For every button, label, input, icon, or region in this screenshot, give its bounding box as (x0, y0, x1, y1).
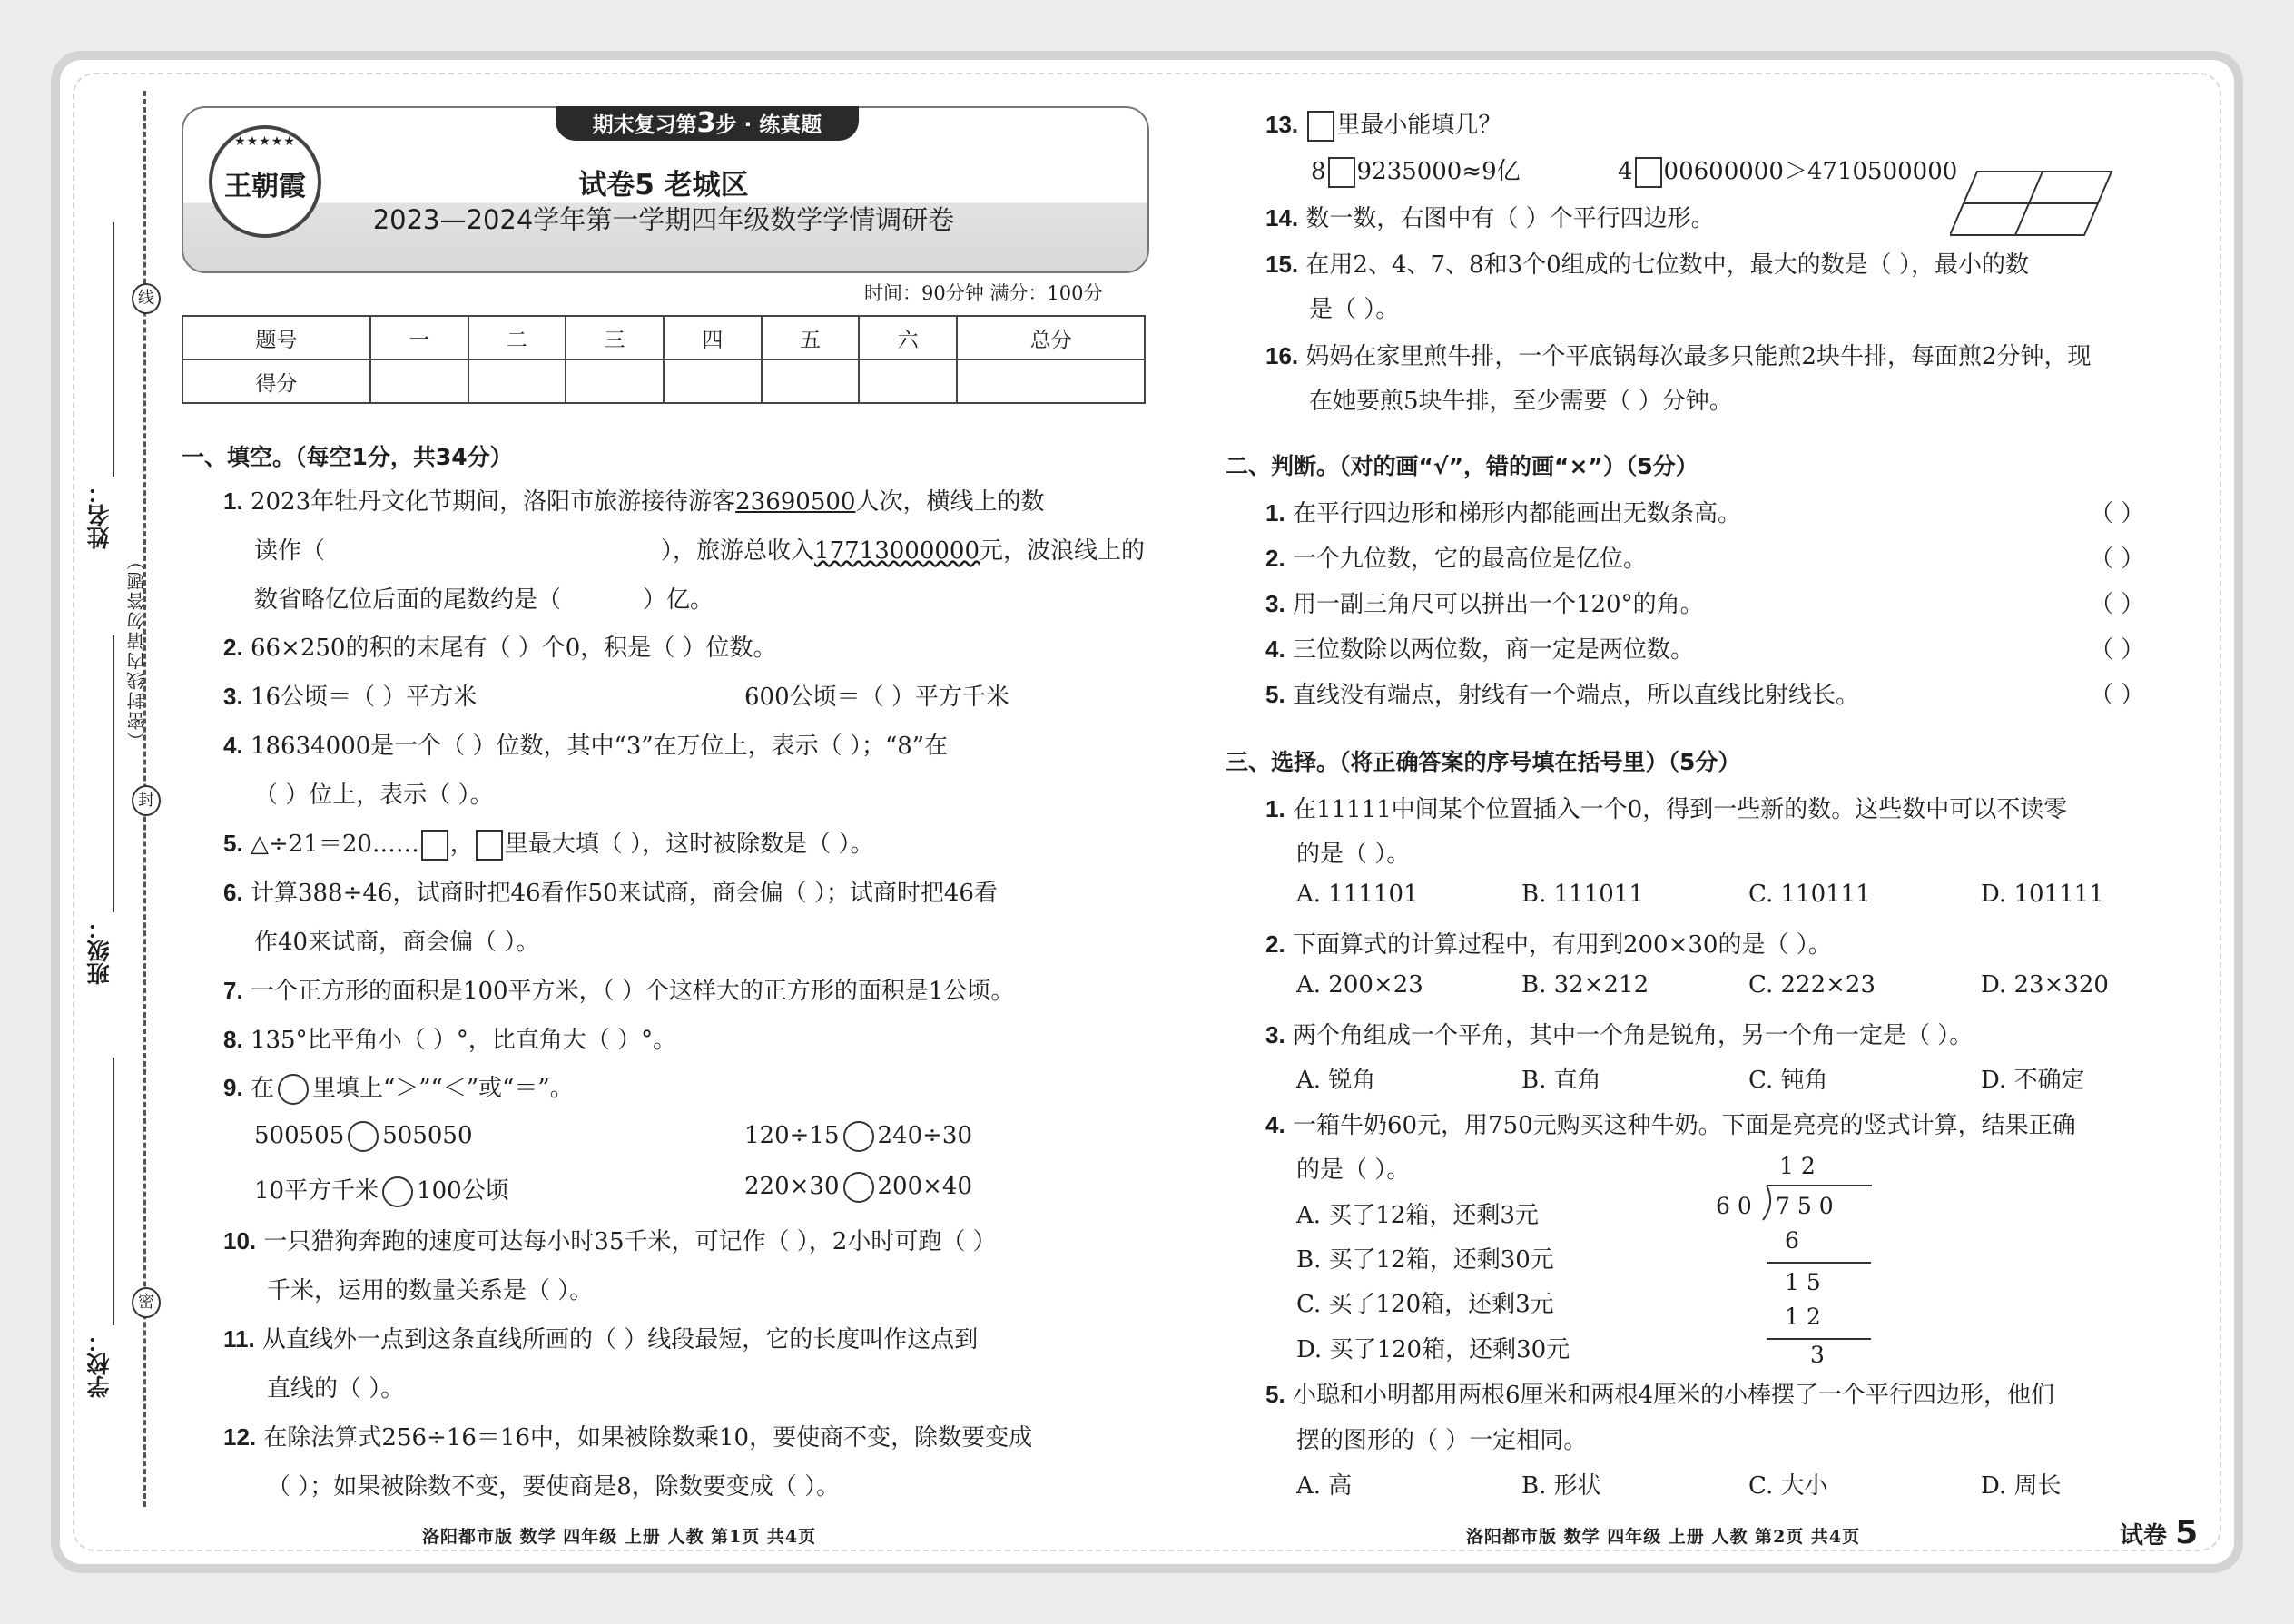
q8: 8. 135°比平角小（ ）°，比直角大（ ）°。 (223, 1026, 677, 1054)
judge-item: 2. 一个九位数，它的最高位是亿位。 (1265, 545, 1647, 573)
q12-line1: 12. 在除法算式256÷16＝16中，如果被除数乘10，要使商不变，除数要变成 (223, 1423, 1033, 1452)
judge-item: 5. 直线没有端点，射线有一个端点，所以直线比射线长。 (1265, 681, 1859, 709)
score-cell[interactable] (859, 359, 957, 403)
q1-line2: 读作（ ），旅游总收入17713000000元，波浪线上的 (254, 537, 1146, 565)
option[interactable]: C. 钝角 (1748, 1067, 1828, 1094)
score-table (182, 315, 1146, 404)
q4-line2: （ ）位上，表示（ ）。 (254, 782, 494, 809)
q9: 9. 在 里填上“＞”“＜”或“＝”。 (223, 1069, 574, 1105)
q9-c3: 10平方千米 100公顷 (254, 1172, 509, 1207)
answer-paren[interactable]: （ ） (2090, 500, 2145, 527)
option[interactable]: C. 222×23 (1748, 971, 1876, 999)
option[interactable]: D. 周长 (1981, 1472, 2062, 1500)
footer-right: 洛阳都市版 数学 四年级 上册 人教 第2页 共4页 (1466, 1527, 1861, 1547)
mc-q4-line2: 的是（ ）。 (1296, 1156, 1411, 1184)
option[interactable]: A. 高 (1296, 1472, 1353, 1500)
square-box (476, 830, 503, 861)
option[interactable]: D. 23×320 (1981, 971, 2109, 999)
answer-paren[interactable]: （ ） (2090, 682, 2145, 709)
mc-q1-line1: 1. 在11111中间某个位置插入一个0，得到一些新的数。这些数中可以不读零 (1265, 795, 2068, 823)
class-label: 班级： (86, 917, 113, 985)
page-tag: 试卷 5 (2120, 1514, 2199, 1551)
score-header: 二 (468, 316, 566, 359)
footer-left: 洛阳都市版 数学 四年级 上册 人教 第1页 共4页 (422, 1527, 817, 1547)
line-mark: 线 (132, 283, 161, 314)
div-step1: 6 (1785, 1227, 1799, 1254)
mc-q3: 3. 两个角组成一个平角，其中一个角是锐角，另一个角一定是（ ）。 (1265, 1021, 1974, 1049)
square-box (421, 830, 448, 861)
paper-title: 试卷5 老城区 (578, 169, 749, 202)
q1-line1: 1. 2023年牡丹文化节期间，洛阳市旅游接待游客23690500人次，横线上的数 (223, 487, 1045, 516)
q6-line1: 6. 计算388÷46，试商时把46看作50来试商，商会偏（ ）；试商时把46看 (223, 879, 998, 907)
section3-title: 三、选择。（将正确答案的序号填在括号里）（5分） (1226, 749, 1741, 775)
score-cell[interactable] (566, 359, 664, 403)
div-dividend: 7 5 0 (1776, 1193, 1834, 1219)
q12-line2: （ ）；如果被除数不变，要使商是8，除数要变成（ ）。 (267, 1473, 841, 1501)
q9-c2: 120÷15 240÷30 (744, 1121, 972, 1152)
div-rule (1767, 1262, 1871, 1264)
option[interactable]: C. 买了120箱，还剩3元 (1296, 1291, 1554, 1318)
answer-paren[interactable]: （ ） (2090, 591, 2145, 618)
q15-line2: 是（ ）。 (1309, 296, 1400, 323)
school-field[interactable] (113, 1058, 114, 1325)
q7: 7. 一个正方形的面积是100平方米，（ ）个这样大的正方形的面积是1公顷。 (223, 977, 1015, 1005)
q13-b: 4 00600000＞4710500000 (1618, 153, 1957, 188)
judge-item: 1. 在平行四边形和梯形内都能画出无数条高。 (1265, 499, 1741, 527)
score-cell[interactable] (664, 359, 762, 403)
stars-icon: ★★★★★ (234, 134, 296, 149)
div-divisor: 6 0 (1716, 1193, 1752, 1219)
school-label: 学校： (86, 1330, 113, 1398)
header-tag: 期末复习第3步 · 练真题 (556, 106, 859, 141)
time-info: 时间：90分钟 满分：100分 (864, 282, 1103, 304)
score-row-label: 得分 (182, 359, 370, 403)
parallelogram-figure (1950, 170, 2113, 237)
q11-line1: 11. 从直线外一点到这条直线所画的（ ）线段最短，它的长度叫作这点到 (223, 1325, 979, 1353)
option[interactable]: D. 买了120箱，还剩30元 (1296, 1336, 1570, 1363)
judge-item: 3. 用一副三角尺可以拼出一个120°的角。 (1265, 590, 1704, 618)
name-field[interactable] (113, 222, 114, 477)
score-header: 五 (762, 316, 860, 359)
option[interactable]: A. 200×23 (1296, 971, 1423, 999)
option[interactable]: B. 买了12箱，还剩30元 (1296, 1246, 1554, 1274)
q9-c4: 220×30 200×40 (744, 1172, 972, 1203)
q6-line2: 作40来试商，商会偏（ ）。 (254, 929, 540, 956)
option[interactable]: C. 大小 (1748, 1472, 1828, 1500)
score-header: 六 (859, 316, 957, 359)
q3b: 600公顷＝（ ）平方千米 (744, 684, 1009, 711)
mc-q2: 2. 下面算式的计算过程中，有用到200×30的是（ ）。 (1265, 930, 1832, 959)
score-header: 三 (566, 316, 664, 359)
score-header: 四 (664, 316, 762, 359)
q16-line1: 16. 妈妈在家里煎牛排，一个平底锅每次最多只能煎2块牛排，每面煎2分钟，现 (1265, 342, 2092, 370)
logo-text: 王朝霞 (224, 171, 306, 202)
div-step2: 1 5 (1785, 1269, 1821, 1295)
seal-mark: 封 (132, 785, 161, 816)
q2: 2. 66×250的积的末尾有（ ）个0，积是（ ）位数。 (223, 634, 777, 662)
class-field[interactable] (113, 635, 114, 912)
score-header: 总分 (957, 316, 1145, 359)
q3: 3. 16公顷＝（ ）平方米 (223, 683, 478, 711)
compare-circle[interactable] (843, 1121, 874, 1152)
q10-line2: 千米，运用的数量关系是（ ）。 (267, 1277, 594, 1304)
score-cell[interactable] (762, 359, 860, 403)
score-header: 一 (370, 316, 468, 359)
option[interactable]: B. 111011 (1521, 881, 1644, 908)
score-cell[interactable] (370, 359, 468, 403)
option[interactable]: A. 锐角 (1296, 1067, 1376, 1094)
div-step3: 1 2 (1785, 1304, 1821, 1330)
answer-paren[interactable]: （ ） (2090, 636, 2145, 664)
mc-q4-line1: 4. 一箱牛奶60元，用750元购买这种牛奶。下面是亮亮的竖式计算，结果正确 (1265, 1111, 2076, 1139)
q15-line1: 15. 在用2、4、7、8和3个0组成的七位数中，最大的数是（ ），最小的数 (1265, 251, 2029, 279)
score-cell[interactable] (957, 359, 1145, 403)
digit-box[interactable] (1635, 157, 1662, 188)
q14: 14. 数一数，右图中有（ ）个平行四边形。 (1265, 204, 1715, 232)
q13-a: 8 9235000≈9亿 (1311, 153, 1521, 188)
q11-line2: 直线的（ ）。 (267, 1375, 405, 1403)
option[interactable]: B. 直角 (1521, 1067, 1601, 1094)
q10-line1: 10. 一只猎狗奔跑的速度可达每小时35千米，可记作（ ），2小时可跑（ ） (223, 1227, 997, 1255)
square-box (1307, 111, 1334, 142)
seal-note: （密封线内请勿答题） (126, 550, 148, 750)
compare-circle[interactable] (382, 1176, 413, 1207)
div-rule (1767, 1338, 1871, 1340)
option[interactable]: A. 111101 (1296, 881, 1419, 908)
score-cell[interactable] (468, 359, 566, 403)
circle-blank (278, 1074, 309, 1105)
mc-q5-line2: 摆的图形的（ ）一定相同。 (1296, 1427, 1588, 1454)
digit-box[interactable] (1328, 157, 1355, 188)
q16-line2: 在她要煎5块牛排，至少需要（ ）分钟。 (1309, 388, 1733, 415)
option[interactable]: D. 101111 (1981, 881, 2104, 908)
section2-title: 二、判断。（对的画“√”，错的画“×”）（5分） (1226, 453, 1698, 479)
q13: 13. 里最小能填几？ (1265, 106, 1501, 142)
option[interactable]: D. 不确定 (1981, 1067, 2085, 1094)
fold-mark: 密 (132, 1287, 161, 1318)
option[interactable]: B. 形状 (1521, 1472, 1601, 1500)
q5: 5. △÷21＝20…… ， 里最大填（ ），这时被除数是（ ）。 (223, 825, 873, 861)
judge-item: 4. 三位数除以两位数，商一定是两位数。 (1265, 635, 1694, 664)
option[interactable]: B. 32×212 (1521, 971, 1649, 999)
mc-q5-line1: 5. 小聪和小明都用两根6厘米和两根4厘米的小棒摆了一个平行四边形，他们 (1265, 1381, 2055, 1409)
section1-title: 一、填空。（每空1分，共34分） (182, 444, 513, 470)
option[interactable]: A. 买了12箱，还剩3元 (1296, 1202, 1539, 1229)
name-label: 姓名： (86, 481, 113, 549)
score-header: 题号 (182, 316, 370, 359)
compare-circle[interactable] (843, 1172, 874, 1203)
q9-c1: 500505 505050 (254, 1121, 473, 1152)
q1-line3: 数省略亿位后面的尾数约是（ ）亿。 (254, 586, 714, 614)
div-quotient: 1 2 (1779, 1153, 1816, 1179)
compare-circle[interactable] (348, 1121, 379, 1152)
div-remainder: 3 (1810, 1342, 1825, 1368)
option[interactable]: C. 110111 (1748, 881, 1871, 908)
mc-q1-line2: 的是（ ）。 (1296, 841, 1411, 868)
q4-line1: 4. 18634000是一个（ ）位数，其中“3”在万位上，表示（ ）；“8”在 (223, 732, 949, 760)
long-division (1716, 1153, 1879, 1371)
answer-paren[interactable]: （ ） (2090, 546, 2145, 573)
paper-subtitle: 2023—2024学年第一学期四年级数学学情调研卷 (372, 204, 955, 235)
